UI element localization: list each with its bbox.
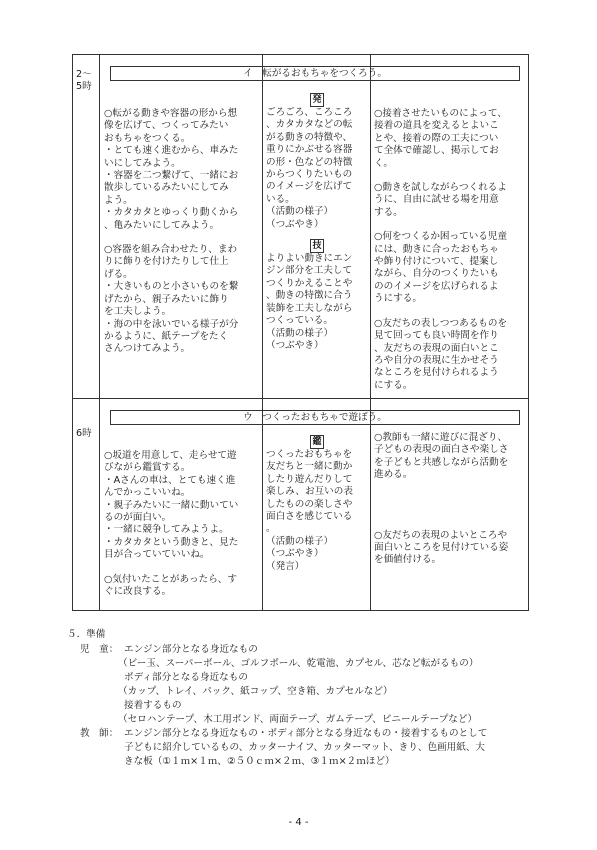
text-line: ・カタカタとゆっくり動くから <box>104 207 239 219</box>
text-line: とや、接着の際の工夫につい <box>374 132 499 144</box>
children-item: エンジン部分となる身近なもの <box>124 644 258 655</box>
text-line: の形・色などの特徴 <box>266 156 353 168</box>
text-line: んでかっこいいね。 <box>104 487 191 499</box>
text-line: や飾り付けについて、提案し <box>374 256 499 268</box>
text-line: なところを見付けられるよう <box>374 367 499 379</box>
text-line: （活動の様子） <box>266 206 334 218</box>
evaluation-row1 <box>266 93 368 352</box>
preparation-heading: ５．準備 <box>67 629 106 640</box>
text-line: 進める。 <box>374 469 413 481</box>
evaluation-block <box>266 93 368 231</box>
text-line: るのが面白い。 <box>104 512 172 524</box>
children-item: （カップ、トレイ、パック、紙コップ、空き箱、カプセルなど） <box>118 686 393 697</box>
evaluation-tag: 鑑 <box>310 435 324 449</box>
activities-row2 <box>104 450 260 598</box>
evaluation-tag: 発 <box>310 93 324 107</box>
spacer <box>374 494 526 506</box>
text-line: したり遊んだりして <box>266 473 353 485</box>
text-line: ごろごろ、ころころ <box>266 107 353 118</box>
spacer <box>374 219 526 231</box>
text-line: いる。 <box>266 193 295 205</box>
text-line: 、カタカタなどの転 <box>266 119 353 131</box>
spacer <box>374 506 526 518</box>
text-line: 目が合っていていいね。 <box>104 549 210 561</box>
text-line: ○何をつくるか困っている児童 <box>374 231 508 243</box>
section-title-row2: ウ つくったおもちゃで遊ぼう。 <box>110 410 520 425</box>
children-item: 接着するもの <box>124 700 182 711</box>
text-line: 接着の道具を変えるとよいこ <box>374 120 499 132</box>
text-line: する。 <box>374 206 403 218</box>
teacher-item: きな板（①１ｍ×１ｍ、②５０ｃｍ×２ｍ、③１ｍ×２ｍほど） <box>124 756 395 767</box>
text-line: 面白いところを見付けている姿 <box>374 542 509 554</box>
text-line: ・大きいものと小さいものを繋 <box>104 281 239 293</box>
text-line: 子どもの表現の面白さや楽しさ <box>374 444 509 456</box>
teacher-item: 子どもに紹介しているもの、カッターナイフ、カッターマット、きり、色画用紙、大 <box>124 742 486 753</box>
children-item: （ビー玉、スーパーボール、ゴルフボール、乾電池、カプセル、芯など転がるもの） <box>118 658 479 669</box>
preparation-teacher <box>80 727 540 775</box>
text-line: （つぶやき） <box>266 548 324 560</box>
teacher-item: エンジン部分となる身近なもの・ボディ部分となる身近なもの・接着するものとして <box>124 728 488 739</box>
text-line: げる。 <box>104 268 133 280</box>
text-line: ○友だちの表しつつあるものを <box>374 317 508 329</box>
spacer <box>374 518 526 530</box>
spacer <box>104 232 260 244</box>
text-line: 重りにかぶせる容器 <box>266 144 353 156</box>
text-line: ○転がる動きや容器の形から想 <box>104 108 238 119</box>
children-item: （セロハンテープ、木工用ボンド、両面テープ、ガムテープ、ビニールテープなど） <box>118 714 478 725</box>
evaluation-block <box>266 435 368 573</box>
text-line: ぐに改良する。 <box>104 586 172 598</box>
time-cell-row1: 2～ 5時 <box>76 69 92 92</box>
text-line: 像を広げて、つくってみたい <box>104 120 229 132</box>
text-line: （つぶやき） <box>266 218 324 230</box>
text-line: て全体で確認し、掲示してお <box>374 145 499 157</box>
text-line: 散歩しているみたいにしてみ <box>104 182 229 194</box>
text-line: 、動きの特徴に合う <box>266 290 353 302</box>
page-number: - 4 - <box>288 817 309 828</box>
text-line: ろや自分の表現に生かせそう <box>374 354 499 366</box>
spacer <box>374 170 526 182</box>
spacer <box>374 482 526 494</box>
text-line: ののイメージを広げられるよ <box>374 280 499 292</box>
text-line: つくっている。 <box>266 315 333 327</box>
text-line: ・カタカタという動きと、見た <box>104 536 239 548</box>
support-row2 <box>374 432 526 567</box>
text-line: いにしてみよう。 <box>104 157 181 169</box>
text-line: （発言） <box>266 560 305 572</box>
text-line: 。 <box>266 523 276 535</box>
support-row1 <box>374 108 526 392</box>
text-line: うにする。 <box>374 293 422 305</box>
children-item: ボディ部分となる身近なもの <box>124 672 248 683</box>
text-line: ○気付いたことがあったら、す <box>104 573 237 585</box>
text-line: びながら鑑賞する。 <box>104 462 191 474</box>
text-line: さんつけてみよう。 <box>104 343 191 355</box>
evaluation-row2 <box>266 435 368 573</box>
text-line: （活動の様子） <box>266 327 334 339</box>
preparation-children <box>80 643 540 733</box>
text-line: 友だちと一緒に動か <box>266 461 353 473</box>
text-line: げたから、親子みたいに飾り <box>104 293 229 305</box>
table-divider <box>370 55 371 610</box>
text-line: のイメージを広げて <box>266 181 353 193</box>
table-divider <box>73 398 528 399</box>
text-line: を子どもと共感しながら活動を <box>374 456 509 468</box>
text-line: よりよい動きにエン <box>266 253 353 265</box>
teacher-label: 教 師： <box>80 728 119 739</box>
text-line: には、動きに合ったおもちゃ <box>374 243 499 255</box>
lesson-plan-table <box>72 54 529 611</box>
time-cell-row2: 6時 <box>76 428 92 439</box>
text-line: を価値付ける。 <box>374 554 442 566</box>
text-line: からつくりたいもの <box>266 169 353 181</box>
text-line: ○容器を組み合わせたり、まわ <box>104 244 238 256</box>
spacer <box>374 306 526 318</box>
text-line: ・とても速く進むから、車みた <box>104 145 239 157</box>
text-line: （つぶやき） <box>266 339 324 351</box>
text-line: ・海の中を泳いでいる様子が分 <box>104 318 239 330</box>
text-line: よう。 <box>104 194 133 206</box>
text-line: ジン部分を工夫して <box>266 265 353 277</box>
text-line: ・容器を二つ繋げて、一緒にお <box>104 170 239 182</box>
text-line: したものの楽しさや <box>266 498 353 510</box>
text-line: く。 <box>374 157 393 169</box>
text-line: ○坂道を用意して、走らせて遊 <box>104 450 237 461</box>
table-divider <box>99 55 100 610</box>
text-line: かるように、紙テープをたく <box>104 330 229 342</box>
text-line: がる動きの特徴や、 <box>266 131 353 143</box>
evaluation-tag: 技 <box>310 239 324 253</box>
text-line: ○友だちの表現のよいところや <box>374 529 508 541</box>
activities-row1 <box>104 108 260 356</box>
text-line: 、亀みたいにしてみよう。 <box>104 219 220 231</box>
text-line: ○接着させたいものによって、 <box>374 108 507 119</box>
text-line: ながら、自分のつくりたいも <box>374 268 499 280</box>
text-line: 面白さを感じている <box>266 511 353 523</box>
text-line: ・一緒に競争してみようよ。 <box>104 524 229 536</box>
text-line: つくったおもちゃを <box>266 449 353 460</box>
text-line: 装飾を工夫しながら <box>266 302 353 314</box>
text-line: ○動きを試しながらつくれるよ <box>374 182 507 194</box>
text-line: 見て回っても良い時間を作り <box>374 330 499 342</box>
text-line: ○教師も一緒に遊びに混ざり、 <box>374 432 508 443</box>
table-divider <box>262 55 263 610</box>
text-line: つくりかえることや <box>266 277 353 289</box>
text-line: ・親子みたいに一緒に動いてい <box>104 499 239 511</box>
text-line: にする。 <box>374 379 413 391</box>
text-line: ・Aさんの車は、とても速く進 <box>104 474 236 486</box>
text-line: 、友だちの表現の面白いとこ <box>374 342 499 354</box>
text-line: （活動の様子） <box>266 535 334 547</box>
text-line: りに飾りを付けたりして仕上 <box>104 256 229 268</box>
text-line: 楽しみ、お互いの表 <box>266 486 353 498</box>
text-line: おもちゃをつくる。 <box>104 132 191 144</box>
section-title-row1: イ 転がるおもちゃをつくろう。 <box>110 66 520 81</box>
children-label: 児 童： <box>80 644 119 655</box>
spacer <box>104 562 260 574</box>
text-line: うに、自由に試せる場を用意 <box>374 194 499 206</box>
text-line: を工夫しよう。 <box>104 306 172 318</box>
evaluation-block <box>266 239 368 352</box>
